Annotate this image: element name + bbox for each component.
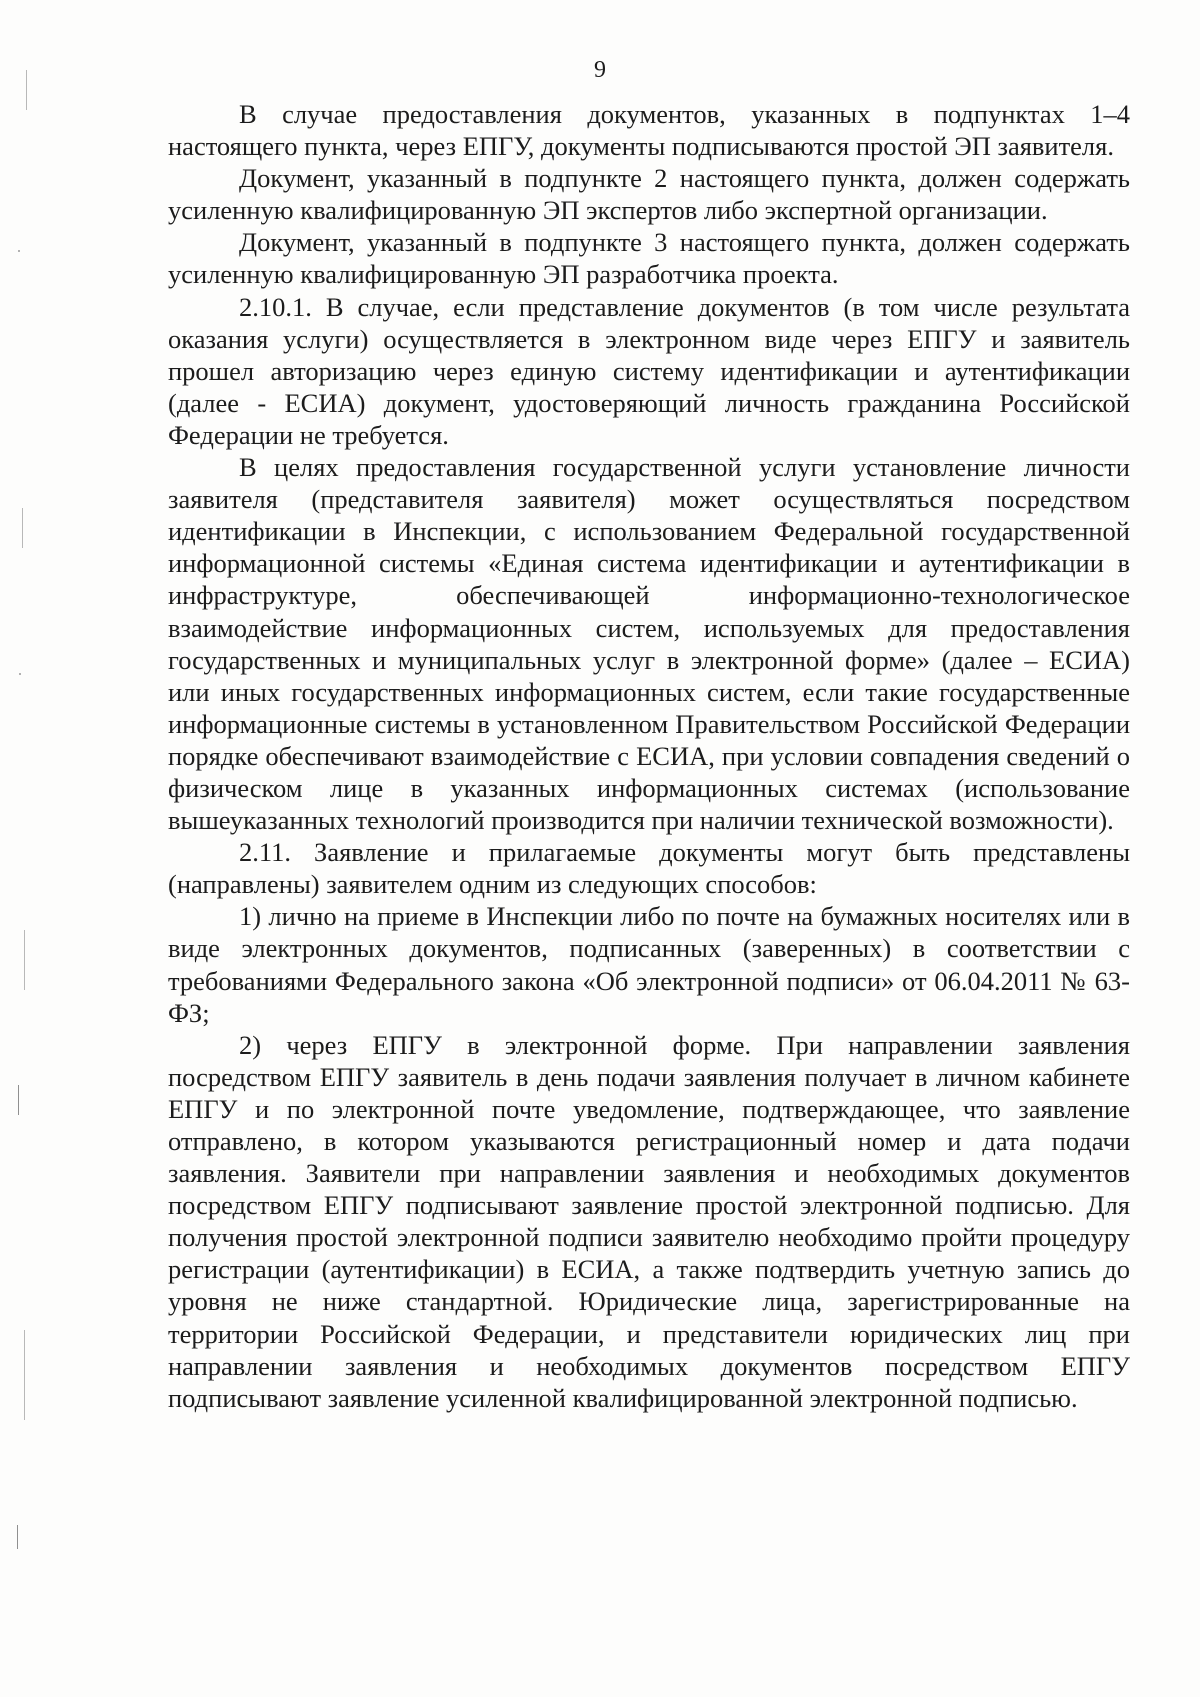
paragraph: 2.10.1. В случае, если представление документов (в том числе результата оказания услуги) осуществляется в электронном виде через ЕПГУ и заявитель прошел авторизацию через единую систему идентификации и аутентификации (далее - ЕСИА) документ, удостоверяющий личность гражданина Российской Федерации не требуется. — [168, 291, 1130, 450]
scan-mark — [18, 1085, 19, 1115]
scan-speck — [18, 250, 20, 252]
scan-mark — [17, 1525, 18, 1549]
paragraph: Документ, указанный в подпункте 2 настоящего пункта, должен содержать усиленную квалифицированную ЭП экспертов либо экспертной организации. — [168, 163, 1130, 226]
scan-mark — [24, 1330, 25, 1420]
paragraph: Документ, указанный в подпункте 3 настоящего пункта, должен содержать усиленную квалифицированную ЭП разработчика проекта. — [168, 227, 1130, 290]
paragraph: В целях предоставления государственной услуги установление личности заявителя (представителя заявителя) может осуществляться посредством идентификации в Инспекции, с использованием Федеральной государственной информационной системы «Единая система идентификации и аутентификации в инфраструктуре, обеспечивающей информационно-технологическое взаимодействие информационных систем, используемых для предоставления государственных и муниципальных услуг в электронной форме» (далее – ЕСИА) или иных государственных информационных систем, если такие государственные информационные системы в установленном Правительством Российской Федерации порядке обеспечивают взаимодействие с ЕСИА, при условии совпадения сведений о физическом лице в указанных информационных системах (использование вышеуказанных технологий производится при наличии технической возможности). — [168, 452, 1130, 836]
scan-mark — [24, 930, 25, 990]
paragraph: 2) через ЕПГУ в электронной форме. При направлении заявления посредством ЕПГУ заявитель в день подачи заявления получает в личном кабинете ЕПГУ и по электронной почте уведомление, подтверждающее, что заявление отправлено, в котором указываются регистрационный номер и дата подачи заявления. Заявители при направлении заявления и необходимых документов посредством ЕПГУ подписывают заявление простой электронной подписью. Для получения простой электронной подписи заявителю необходимо пройти процедуру регистрации (аутентификации) в ЕСИА, а также подтвердить учетную запись до уровня не ниже стандартной. Юридические лица, зарегистрированные на территории Российской Федерации, и представители юридических лиц при направлении заявления и необходимых документов посредством ЕПГУ подписывают заявление усиленной квалифицированной электронной подписью. — [168, 1029, 1130, 1413]
paragraph: В случае предоставления документов, указанных в подпунктах 1–4 настоящего пункта, через ЕПГУ, документы подписываются простой ЭП заявителя. — [168, 99, 1130, 162]
paragraph: 2.11. Заявление и прилагаемые документы могут быть представлены (направлены) заявителем одним из следующих способов: — [168, 837, 1130, 900]
scan-speck — [19, 673, 21, 675]
page-number: 9 — [594, 57, 606, 83]
scan-mark — [22, 508, 23, 548]
body-text — [168, 98, 1130, 1414]
paragraph: 1) лично на приеме в Инспекции либо по почте на бумажных носителях или в виде электронных документов, подписанных (заверенных) в соответствии с требованиями Федерального закона «Об электронной подписи» от 06.04.2011 № 63-ФЗ; — [168, 901, 1130, 1028]
